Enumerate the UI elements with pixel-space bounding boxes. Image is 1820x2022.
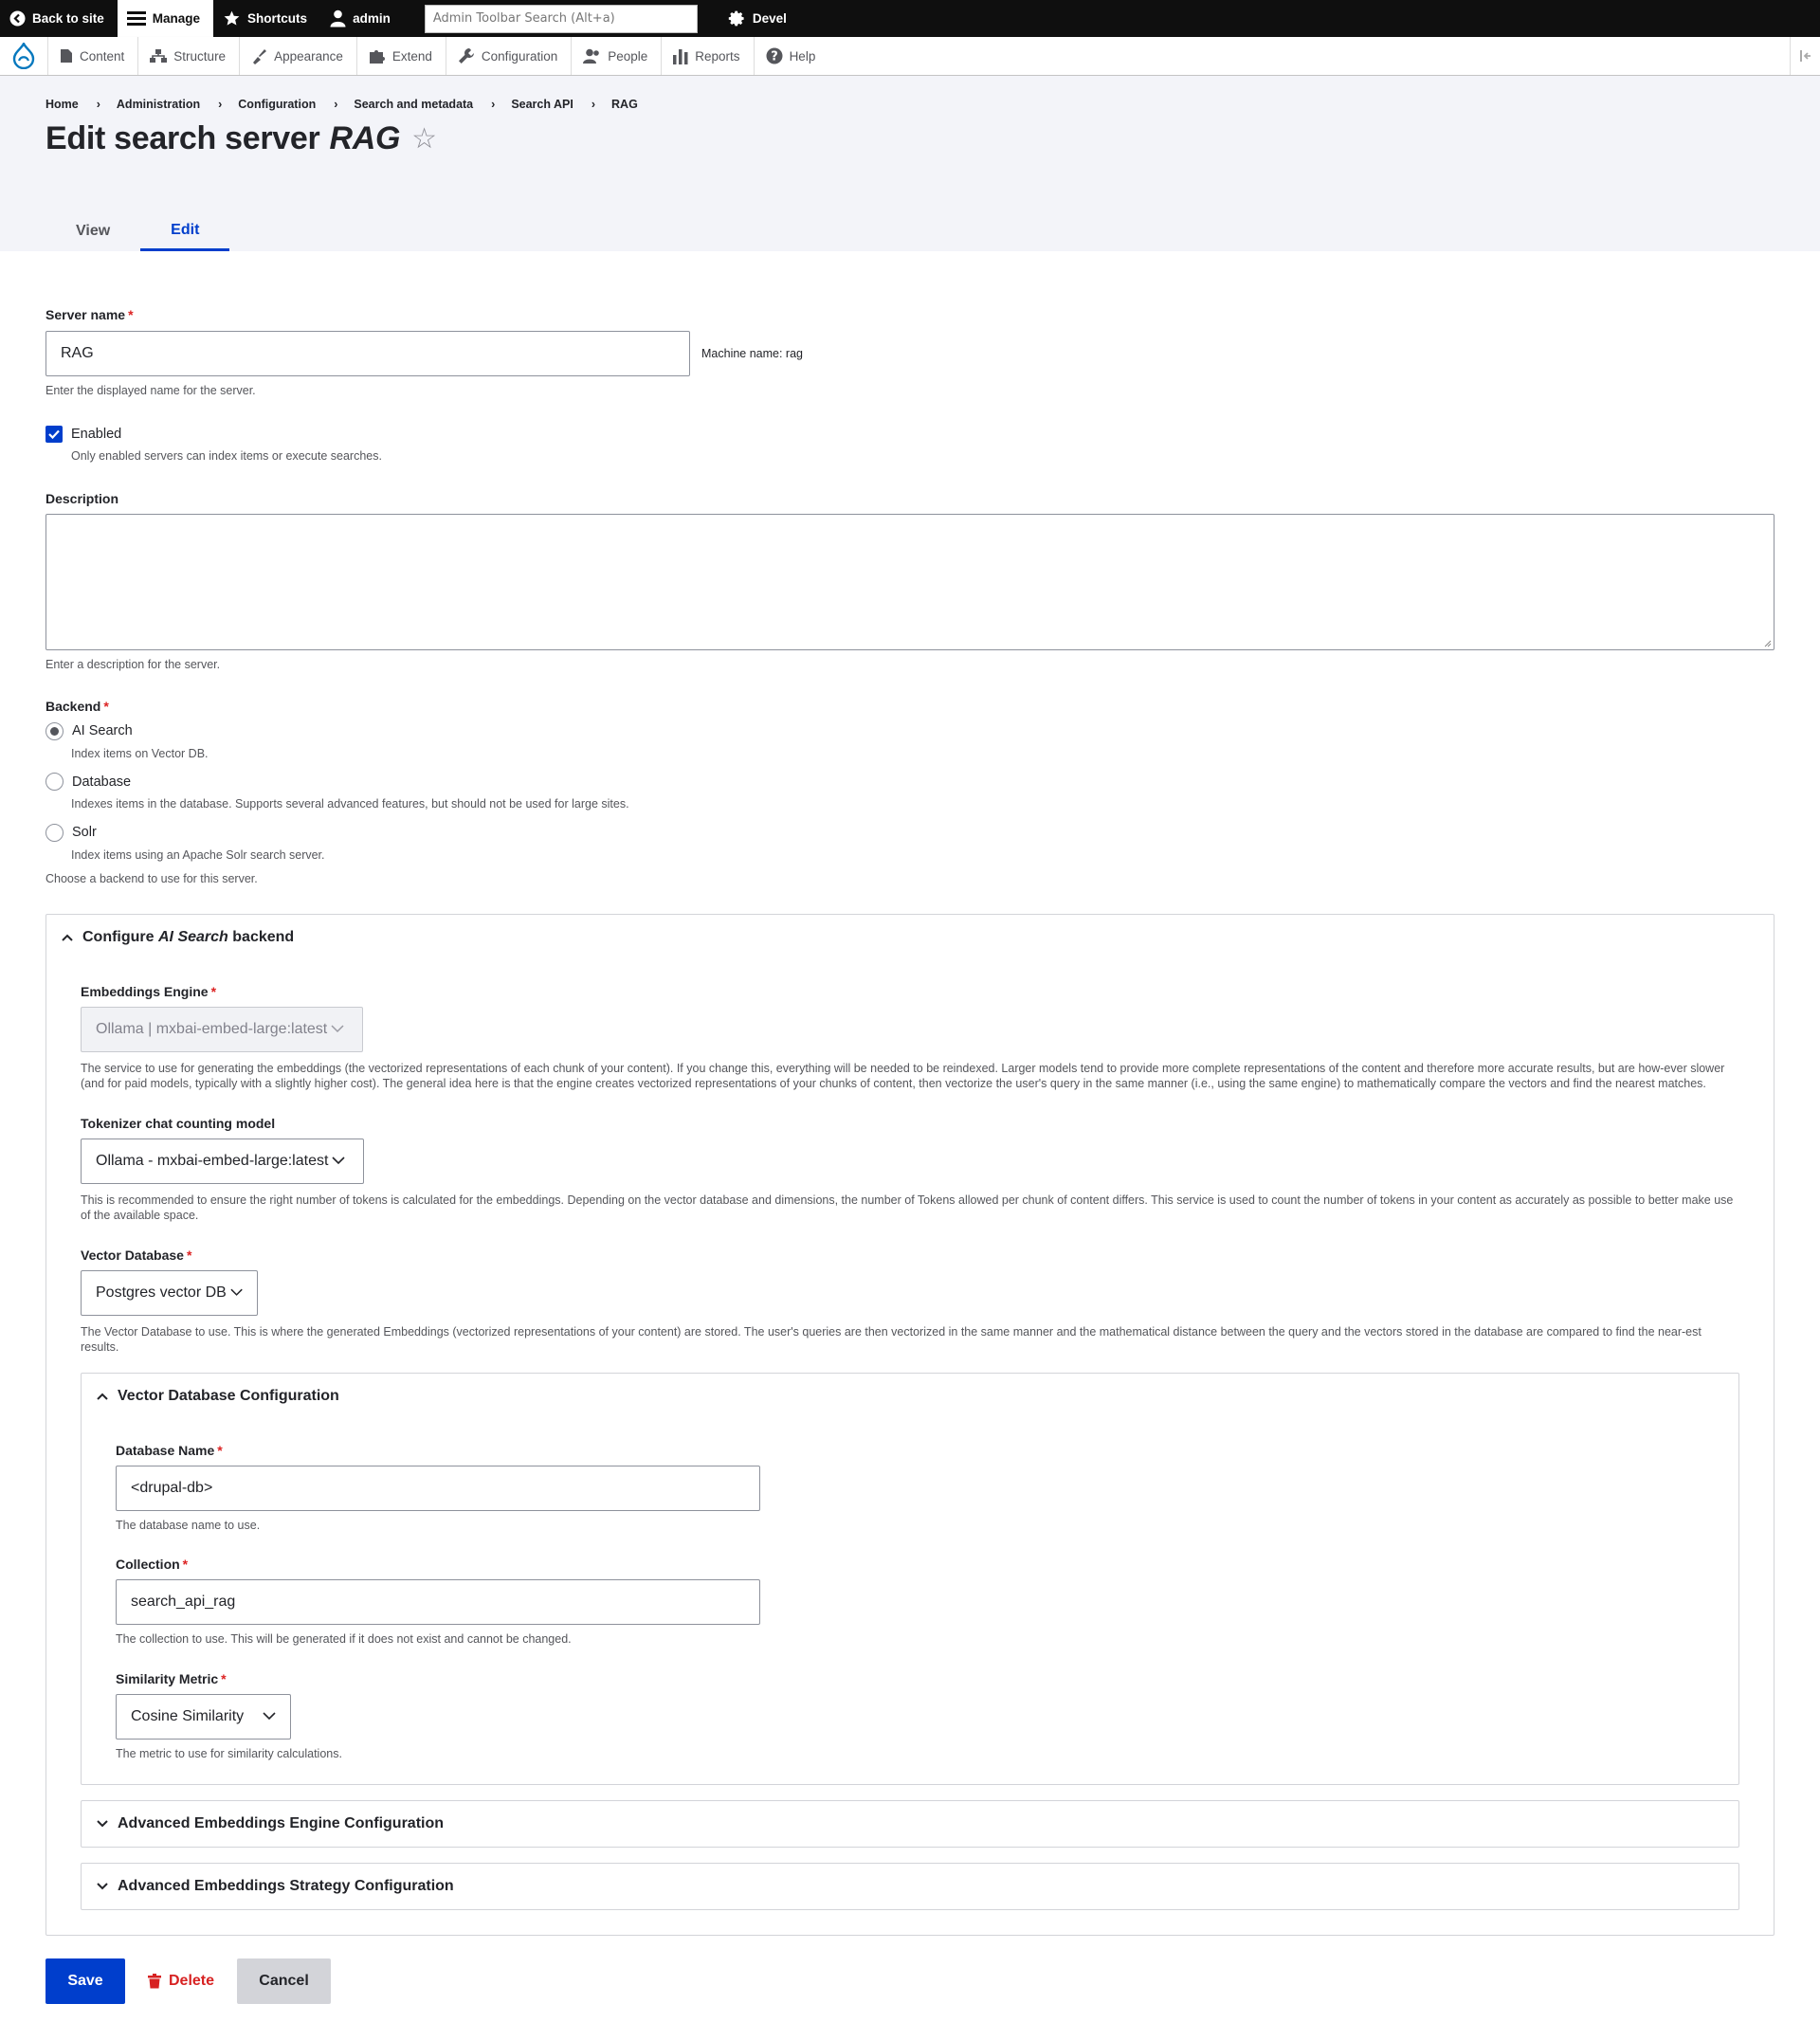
- form-actions: [46, 1958, 1774, 2004]
- chevron-down-icon: [97, 1820, 108, 1828]
- chevron-down-icon: [331, 1025, 344, 1033]
- delete-button[interactable]: [133, 1958, 229, 2004]
- enabled-description: Only enabled servers can index items or execute searches.: [71, 448, 382, 463]
- menu-content[interactable]: [47, 37, 137, 75]
- search-placeholder: Admin Toolbar Search (Alt+a): [432, 11, 615, 26]
- chevron-down-icon: [230, 1288, 243, 1297]
- page-header: [0, 76, 1820, 251]
- menu-extend[interactable]: [356, 37, 446, 75]
- breadcrumb-separator: ›: [334, 98, 338, 111]
- required-marker: *: [182, 1557, 189, 1572]
- menu-structure[interactable]: [137, 37, 239, 75]
- chevron-up-icon: [97, 1393, 108, 1400]
- local-tasks: [46, 211, 229, 251]
- server-name-label: Server name *: [46, 307, 134, 322]
- menu-reports[interactable]: [661, 37, 753, 75]
- collection-input[interactable]: [116, 1579, 760, 1625]
- similarity-label: Similarity Metric *: [116, 1670, 227, 1686]
- breadcrumb-search-metadata[interactable]: Search and metadata: [354, 98, 474, 111]
- server-name-input[interactable]: [46, 331, 690, 376]
- radio-database[interactable]: [46, 773, 64, 791]
- back-to-site-link[interactable]: [0, 0, 118, 37]
- advanced-engine-summary[interactable]: [82, 1801, 1738, 1847]
- breadcrumb-rag[interactable]: RAG: [611, 98, 638, 111]
- puzzle-icon: [369, 48, 386, 64]
- menu-configuration-label: Configuration: [481, 48, 558, 64]
- vector-db-select[interactable]: [81, 1270, 258, 1316]
- tokenizer-label: Tokenizer chat counting model: [81, 1115, 276, 1131]
- configure-backend-body: [46, 983, 1774, 1911]
- manage-label: Manage: [152, 11, 201, 26]
- required-marker: *: [217, 1442, 223, 1458]
- radio-ai-search[interactable]: [46, 722, 64, 740]
- shortcuts-tab[interactable]: [213, 0, 320, 37]
- server-name-field: [46, 306, 1774, 399]
- configure-summary-label: Configure AI Search backend: [82, 928, 295, 945]
- radio-solr-description: Index items using an Apache Solr search server.: [71, 847, 325, 862]
- database-name-label: Database Name *: [116, 1442, 223, 1458]
- description-field: [46, 490, 1774, 673]
- hamburger-icon: [127, 10, 146, 27]
- menu-help[interactable]: [754, 37, 829, 75]
- breadcrumb-separator: ›: [591, 98, 596, 111]
- menu-appearance-label: Appearance: [274, 48, 343, 64]
- vdb-config-details: [81, 1373, 1739, 1786]
- menu-help-label: Help: [789, 48, 816, 64]
- menu-content-label: Content: [80, 48, 125, 64]
- breadcrumb-separator: ›: [218, 98, 223, 111]
- breadcrumb-search-api[interactable]: Search API: [511, 98, 573, 111]
- required-marker: *: [128, 307, 134, 322]
- radio-ai-search-label: AI Search: [72, 723, 133, 738]
- description-textarea[interactable]: [46, 514, 1774, 650]
- manage-tab[interactable]: [118, 0, 213, 37]
- menu-structure-label: Structure: [173, 48, 227, 64]
- chevron-up-icon: [62, 934, 73, 941]
- advanced-strategy-label: Advanced Embeddings Strategy Configuration: [118, 1878, 454, 1894]
- similarity-select[interactable]: [116, 1694, 291, 1740]
- vector-db-value: Postgres vector DB: [96, 1284, 227, 1301]
- drupal-logo[interactable]: [0, 37, 47, 75]
- embeddings-engine-value: Ollama | mxbai-embed-large:latest: [96, 1020, 328, 1037]
- user-tab[interactable]: [320, 0, 404, 37]
- breadcrumb: [46, 76, 1774, 111]
- trash-icon: [148, 1974, 161, 1989]
- database-name-value: <drupal-db>: [131, 1479, 213, 1496]
- backend-label: Backend *: [46, 698, 109, 714]
- drupal-drop-icon: [12, 43, 35, 69]
- menu-reports-label: Reports: [695, 48, 740, 64]
- admin-toolbar-search-input[interactable]: [425, 5, 698, 33]
- backend-option-solr[interactable]: [46, 824, 1774, 842]
- back-arrow-icon: [9, 10, 26, 27]
- back-to-site-label: Back to site: [32, 11, 104, 26]
- required-marker: *: [186, 1247, 192, 1263]
- backend-option-ai-search[interactable]: [46, 722, 1774, 740]
- advanced-engine-details: [81, 1800, 1739, 1848]
- vdb-config-summary[interactable]: [82, 1374, 1738, 1419]
- database-name-description: The database name to use.: [116, 1518, 261, 1532]
- radio-solr-label: Solr: [72, 825, 97, 840]
- breadcrumb-administration[interactable]: Administration: [116, 98, 201, 111]
- tokenizer-value: Ollama - mxbai-embed-large:latest: [96, 1152, 329, 1169]
- breadcrumb-home[interactable]: Home: [46, 98, 79, 111]
- collection-label: Collection *: [116, 1557, 189, 1572]
- vdb-config-body: [82, 1442, 1738, 1762]
- backend-field: [46, 698, 1774, 887]
- shortcut-star-icon[interactable]: ☆: [411, 123, 437, 155]
- page-title-server-name: RAG: [329, 120, 401, 156]
- radio-ai-search-description: Index items on Vector DB.: [71, 746, 209, 760]
- tokenizer-select[interactable]: [81, 1139, 364, 1184]
- admin-menu: [0, 37, 1820, 76]
- server-name-value: RAG: [61, 345, 94, 361]
- breadcrumb-separator: ›: [96, 98, 100, 111]
- save-button[interactable]: Save: [46, 1958, 125, 2004]
- menu-extend-label: Extend: [391, 48, 432, 64]
- collection-description: The collection to use. This will be generated if it does not exist and cannot be changed.: [116, 1632, 572, 1646]
- shortcuts-label: Shortcuts: [247, 11, 308, 26]
- advanced-engine-label: Advanced Embeddings Engine Configuration: [118, 1815, 445, 1831]
- tab-edit[interactable]: Edit: [140, 211, 229, 251]
- checkmark-icon: [48, 429, 60, 439]
- advanced-strategy-summary[interactable]: [82, 1864, 1738, 1909]
- menu-people-label: People: [608, 48, 648, 64]
- content-icon: [60, 48, 73, 64]
- bar-chart-icon: [673, 48, 688, 64]
- vector-db-description: The Vector Database to use. This is where the generated Embeddings (vectorized representations of your content) are stored. The user's queries are then vectorized in the same manner and the mathematical distance between the query and the vectors stored in the database are compared to find the near-est results.: [81, 1324, 1702, 1354]
- page-title-prefix: Edit search server: [46, 120, 320, 156]
- page-title: [46, 120, 1774, 157]
- devel-label: Devel: [752, 11, 787, 26]
- similarity-description: The metric to use for similarity calculations.: [116, 1746, 342, 1760]
- required-marker: *: [103, 698, 109, 714]
- menu-people[interactable]: [571, 37, 661, 75]
- breadcrumb-separator: ›: [491, 98, 496, 111]
- cancel-button[interactable]: Cancel: [237, 1958, 331, 2004]
- configure-backend-summary[interactable]: [46, 915, 1774, 960]
- chevron-down-icon: [332, 1157, 345, 1165]
- admin-toolbar: [0, 0, 1820, 37]
- similarity-value: Cosine Similarity: [131, 1707, 245, 1724]
- server-edit-form: [0, 251, 1820, 2004]
- user-icon: [330, 9, 346, 27]
- description-label: Description: [46, 491, 119, 506]
- svg-text:?: ?: [770, 49, 778, 64]
- tokenizer-description: This is recommended to ensure the right number of tokens is calculated for the embeddings. Depending on the vector database and dimensions, the number of Tokens allowed per chunk of content differs. This service is used to count the number of tokens in your content as accurately as possible to better make use of the available space.: [81, 1193, 1734, 1222]
- radio-database-description: Indexes items in the database. Supports several advanced features, but should not be used for large sites.: [71, 797, 629, 811]
- required-marker: *: [210, 983, 217, 999]
- radio-database-label: Database: [72, 774, 132, 790]
- collection-value: search_api_rag: [131, 1594, 236, 1610]
- chevron-down-icon: [97, 1883, 108, 1890]
- star-icon: [223, 9, 241, 27]
- enabled-checkbox-row[interactable]: [46, 426, 1774, 443]
- chevron-down-icon: [263, 1712, 276, 1721]
- structure-icon: [150, 48, 167, 64]
- help-icon: [766, 47, 783, 64]
- resize-handle-icon[interactable]: [1762, 638, 1772, 647]
- menu-configuration[interactable]: [446, 37, 571, 75]
- embeddings-engine-select[interactable]: [81, 1007, 363, 1052]
- embeddings-engine-label: Embeddings Engine *: [81, 983, 217, 999]
- vector-db-label: Vector Database *: [81, 1247, 192, 1263]
- wrench-icon: [458, 47, 475, 64]
- enabled-checkbox[interactable]: [46, 426, 63, 443]
- radio-solr[interactable]: [46, 824, 64, 842]
- breadcrumb-configuration[interactable]: Configuration: [238, 98, 317, 111]
- backend-option-database[interactable]: [46, 773, 1774, 791]
- machine-name[interactable]: Machine name: rag: [701, 347, 804, 360]
- gear-icon: [728, 9, 746, 27]
- toolbar-orientation-toggle[interactable]: [1790, 37, 1820, 75]
- menu-appearance[interactable]: [239, 37, 356, 75]
- enabled-label: Enabled: [71, 426, 122, 442]
- description-help: Enter a description for the server.: [46, 658, 221, 671]
- required-marker: *: [221, 1670, 227, 1686]
- tab-view[interactable]: View: [76, 223, 111, 239]
- people-icon: [583, 48, 601, 64]
- backend-help: Choose a backend to use for this server.: [46, 872, 258, 885]
- database-name-input[interactable]: [116, 1466, 760, 1511]
- embeddings-engine-description: The service to use for generating the embeddings (the vectorized representations of each chunk of your content). If you change this, everything will be needed to be reindexed. Larger models tend to provide more complete representations of the content and therefore more accurate results, but are how-ever slower (and for paid models, typically with a slightly higher cost). The general idea here is that the engine creates vectorized representations of your chunks of content, then vectorize the user's query in the same manner (i.e., using the same engine) to mathematically compare the vectors and find the nearest matches.: [81, 1061, 1725, 1090]
- configure-backend-details: [46, 914, 1774, 1937]
- user-label: admin: [353, 11, 391, 26]
- server-name-description: Enter the displayed name for the server.: [46, 384, 256, 397]
- delete-label: Delete: [169, 1973, 215, 1989]
- vdb-config-summary-label: Vector Database Configuration: [118, 1387, 339, 1404]
- devel-tab[interactable]: [719, 0, 800, 37]
- brush-icon: [251, 48, 267, 64]
- collapse-arrow-icon: [1799, 49, 1812, 63]
- advanced-strategy-details: [81, 1863, 1739, 1910]
